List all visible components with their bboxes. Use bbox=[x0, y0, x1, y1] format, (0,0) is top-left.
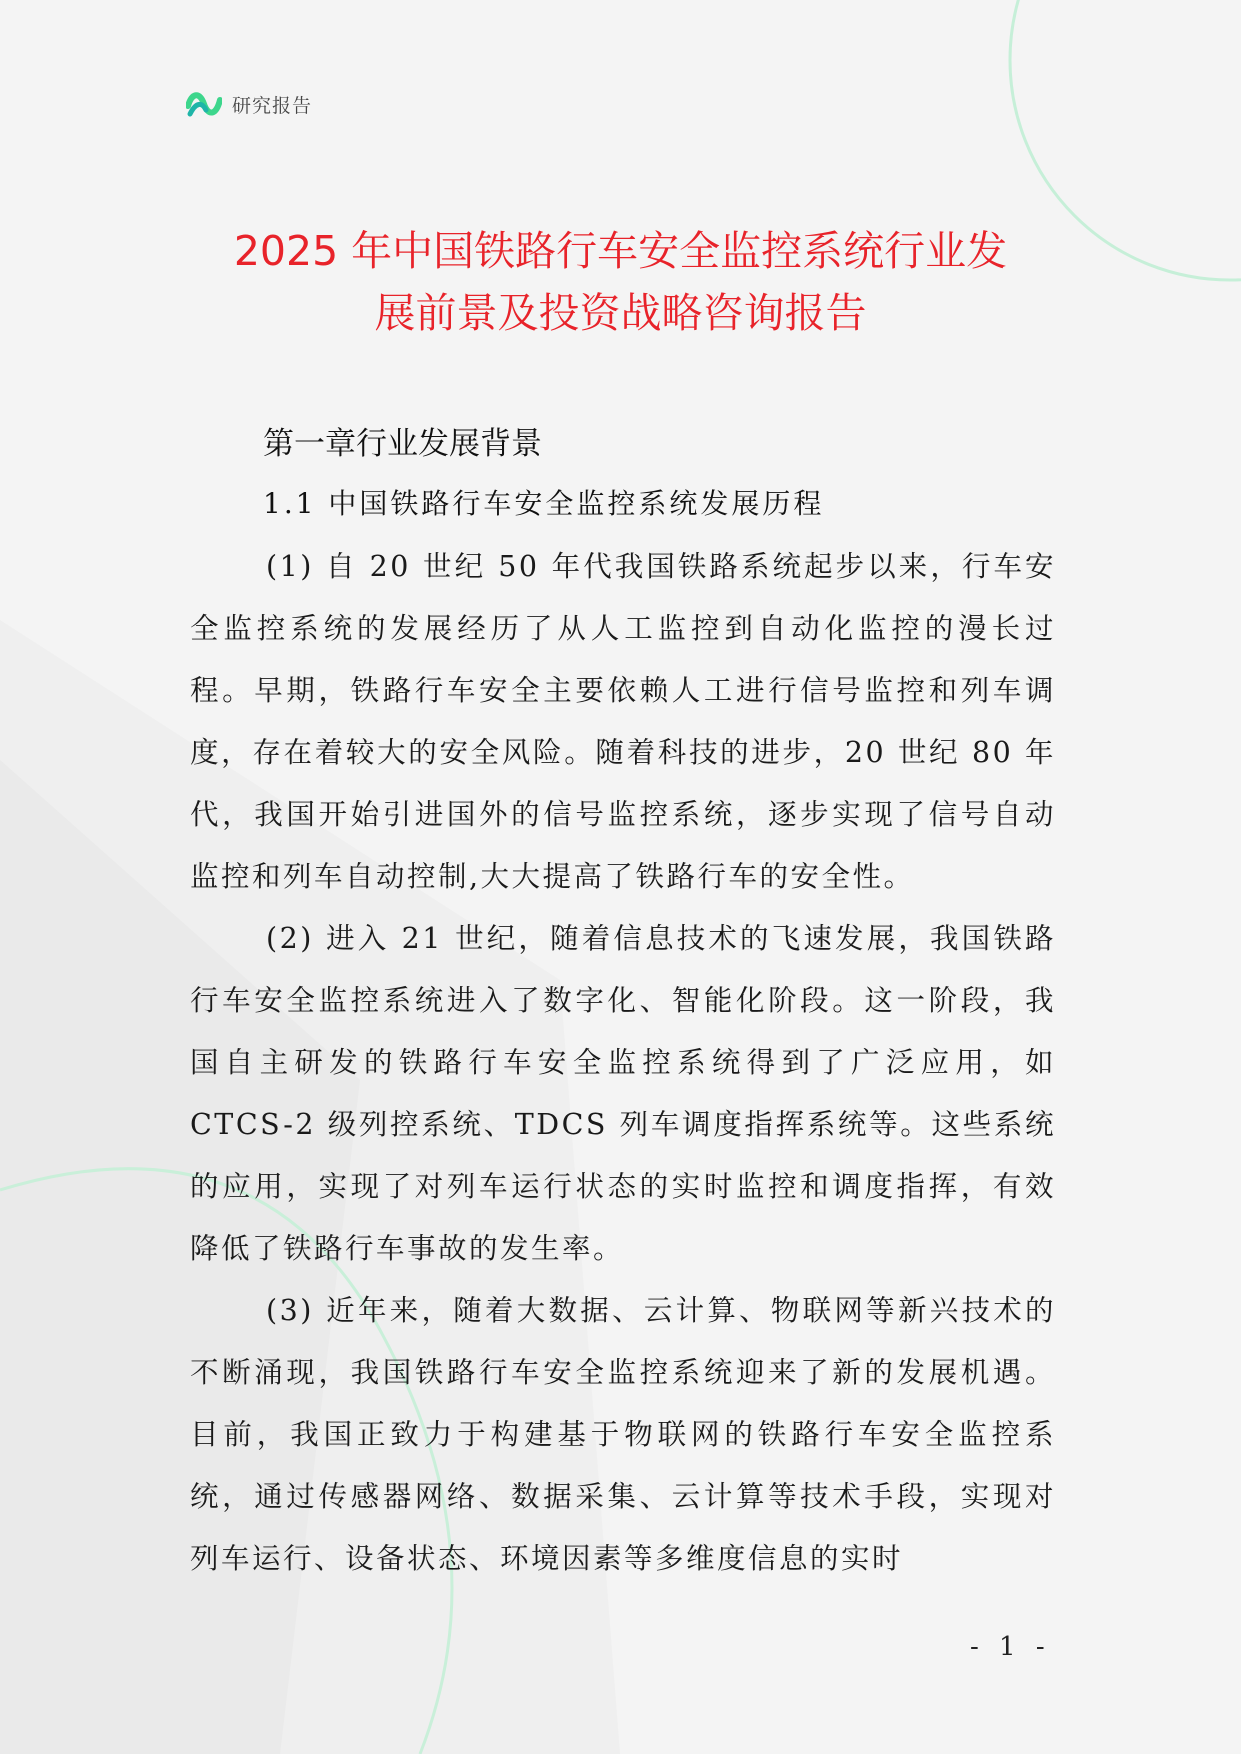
header-brand bbox=[186, 88, 312, 120]
section-heading: 1.1 中国铁路行车安全监控系统发展历程 bbox=[263, 487, 825, 520]
report-title-line-1: 2025 年中国铁路行车安全监控系统行业发 bbox=[233, 227, 1008, 275]
brand-logo-icon bbox=[186, 88, 222, 120]
chapter-heading: 第一章行业发展背景 bbox=[263, 426, 542, 462]
paragraph-2: (2) 进入 21 世纪，随着信息技术的飞速发展，我国铁路行车安全监控系统进入了数字化、智能化阶段。这一阶段，我国自主研发的铁路行车安全监控系统得到了广泛应用，如 CTCS-2 级列控系统、TDCS 列车调度指挥系统等。这些系统的应用，实现了对列车运行状态的实时监控和调度指挥，有效降低了铁路行车事故的发生率。 bbox=[190, 922, 1056, 1265]
report-title bbox=[150, 220, 1091, 344]
paragraph-3: (3) 近年来，随着大数据、云计算、物联网等新兴技术的不断涌现，我国铁路行车安全监控系统迎来了新的发展机遇。目前，我国正致力于构建基于物联网的铁路行车安全监控系统，通过传感器网络、数据采集、云计算等技术手段，实现对列车运行、设备状态、环境因素等多维度信息的实时 bbox=[190, 1294, 1056, 1575]
report-title-line-2: 展前景及投资战略咨询报告 bbox=[374, 289, 867, 337]
page-number: - 1 - bbox=[970, 1632, 1051, 1662]
body-text bbox=[190, 536, 1056, 1590]
brand-text: 研究报告 bbox=[232, 94, 313, 117]
paragraph-1: (1) 自 20 世纪 50 年代我国铁路系统起步以来，行车安全监控系统的发展经历了从人工监控到自动化监控的漫长过程。早期，铁路行车安全主要依赖人工进行信号监控和列车调度，存在着较大的安全风险。随着科技的进步，20 世纪 80 年代，我国开始引进国外的信号监控系统，逐步实现了信号自动监控和列车自动控制,大大提高了铁路行车的安全性。 bbox=[190, 550, 1056, 893]
